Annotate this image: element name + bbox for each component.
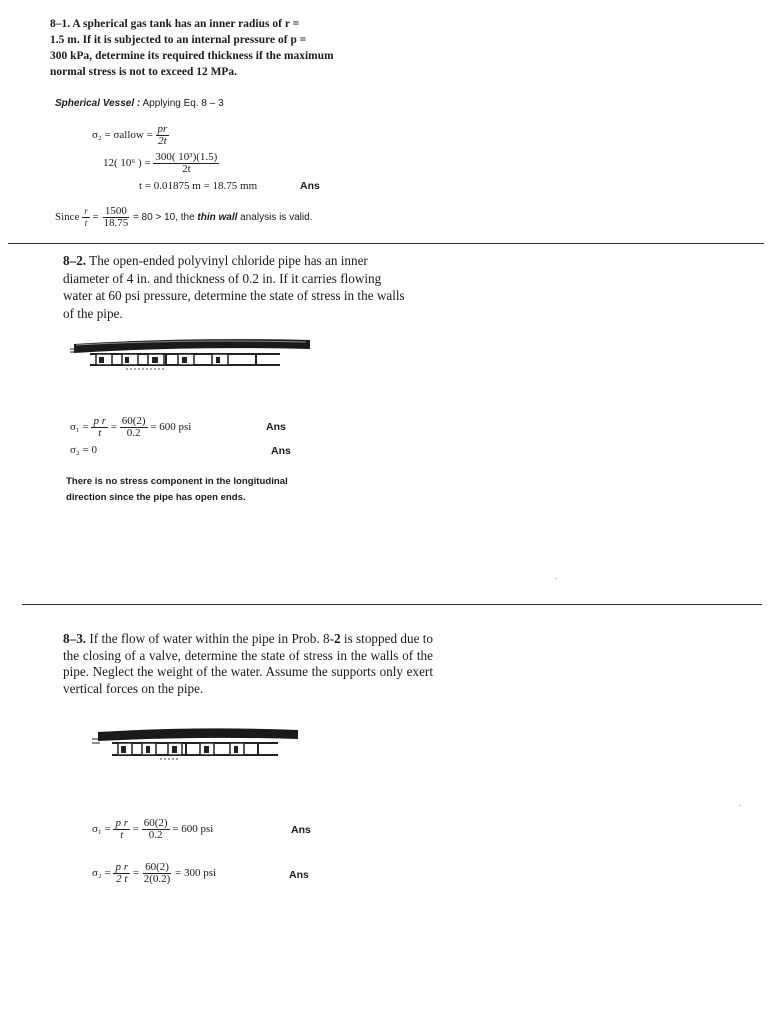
sigma2-result-3: = 300 psi xyxy=(175,867,217,880)
problem-2-text: The open-ended polyvinyl chloride pipe has an inner diameter of 4 in. and thickness of 0.2 in. If it carries flowing water at 60 psi pressure, determine the state of stress in the walls of the pipe. xyxy=(63,253,405,321)
equation-2-lhs: 12( 10⁶ ) = xyxy=(103,157,151,170)
equation-1-lhs: σ₂ = σallow = xyxy=(92,129,153,142)
sigma1-numerator-3: 60(2) xyxy=(143,817,168,829)
problem-3-statement: 8–3. If the flow of water within the pipe in Prob. 8-2 is stopped due to the closing of a valve, determine the state of stress in the walls of the pipe. Neglect the weight of the water. Assume the supports only exert vertical forces on the pipe. xyxy=(63,631,434,696)
section-divider-1 xyxy=(8,243,764,244)
equation-1 xyxy=(92,124,169,147)
problem-1-line-1: 8–1. A spherical gas tank has an inner radius of r = xyxy=(50,18,300,30)
since-numerator: 1500 xyxy=(104,205,127,217)
pipe-figure-2 xyxy=(90,724,310,764)
answer-label-1: Ans xyxy=(300,180,320,192)
problem-2-statement xyxy=(63,252,413,322)
sigma2-numerator-3: 60(2) xyxy=(145,861,169,873)
sigma2-denominator-3: 2(0.2) xyxy=(143,873,171,885)
section-divider-2 xyxy=(22,604,762,605)
sigma1-result: = 600 psi xyxy=(150,421,192,434)
problem-2-number: 8–2. xyxy=(63,253,87,268)
sigma2-equation-3: σ₂ = $\frac{\text{p r}}{2 t}$ = $\frac{60(2)}{2(0.2)}$ = 300 psi xyxy=(92,861,217,885)
sigma1-equation-2: σ₁ = $\frac{\text{p r}}{t}$ = $\frac{60(2)}{0.2}$ = 600 psi xyxy=(70,415,192,439)
sigma2-lhs-3: σ₂ = xyxy=(92,867,111,880)
problem-1-number: 8–1. xyxy=(50,18,71,30)
equation-1-numerator: pr xyxy=(157,123,168,135)
answer-label-3b: Ans xyxy=(289,869,309,881)
problem-3-number: 8–3. xyxy=(63,631,87,646)
note-line-2: direction since the pipe has open ends. xyxy=(66,492,246,503)
note-line-1: There is no stress component in the longitudinal xyxy=(66,476,288,487)
sigma2-equation-2: σ₂ = 0 xyxy=(70,444,97,456)
method-label: Spherical Vessel : xyxy=(55,98,141,109)
answer-label-2a: Ans xyxy=(266,421,286,433)
answer-label-3a: Ans xyxy=(291,824,311,836)
problem-1-line-3: 300 kPa, determine its required thickness if the maximum xyxy=(50,50,334,62)
sigma1-denominator: 0.2 xyxy=(126,427,141,439)
equation-1-denominator: 2t xyxy=(158,135,167,147)
since-statement: Since $\frac{r}{t}$ = $\frac{1500}{18.75}$ = 80 > 10, the thin wall analysis is valid. xyxy=(55,205,313,229)
since-denominator: 18.75 xyxy=(103,217,129,229)
method-heading xyxy=(55,98,224,109)
sigma1-result-3: = 600 psi xyxy=(172,823,214,836)
problem-1-line-4: normal stress is not to exceed 12 MPa. xyxy=(50,66,238,78)
problem-2-note xyxy=(66,474,288,506)
sigma1-equation-3: σ₁ = $\frac{\text{p r}}{t}$ = $\frac{60(2)}{0.2}$ = 600 psi xyxy=(92,817,214,841)
answer-label-2b: Ans xyxy=(271,445,291,457)
sigma1-numerator: 60(2) xyxy=(121,415,146,427)
since-label: Since xyxy=(55,211,80,224)
equation-2-numerator: 300( 10³)(1.5) xyxy=(155,151,218,163)
equation-2-denominator: 2t xyxy=(182,163,191,175)
problem-1-line-2: 1.5 m. If it is subjected to an internal pressure of p = xyxy=(50,34,307,46)
problem-1-statement xyxy=(50,16,390,80)
equation-3: t = 0.01875 m = 18.75 mm xyxy=(139,180,258,192)
equation-2 xyxy=(103,152,219,175)
sigma1-lhs: σ₁ = xyxy=(70,421,89,434)
sigma1-lhs-3: σ₁ = xyxy=(92,823,111,836)
method-reference: Applying Eq. 8 – 3 xyxy=(142,98,224,109)
sigma1-denominator-3: 0.2 xyxy=(148,829,163,841)
pipe-figure-1 xyxy=(66,334,316,374)
